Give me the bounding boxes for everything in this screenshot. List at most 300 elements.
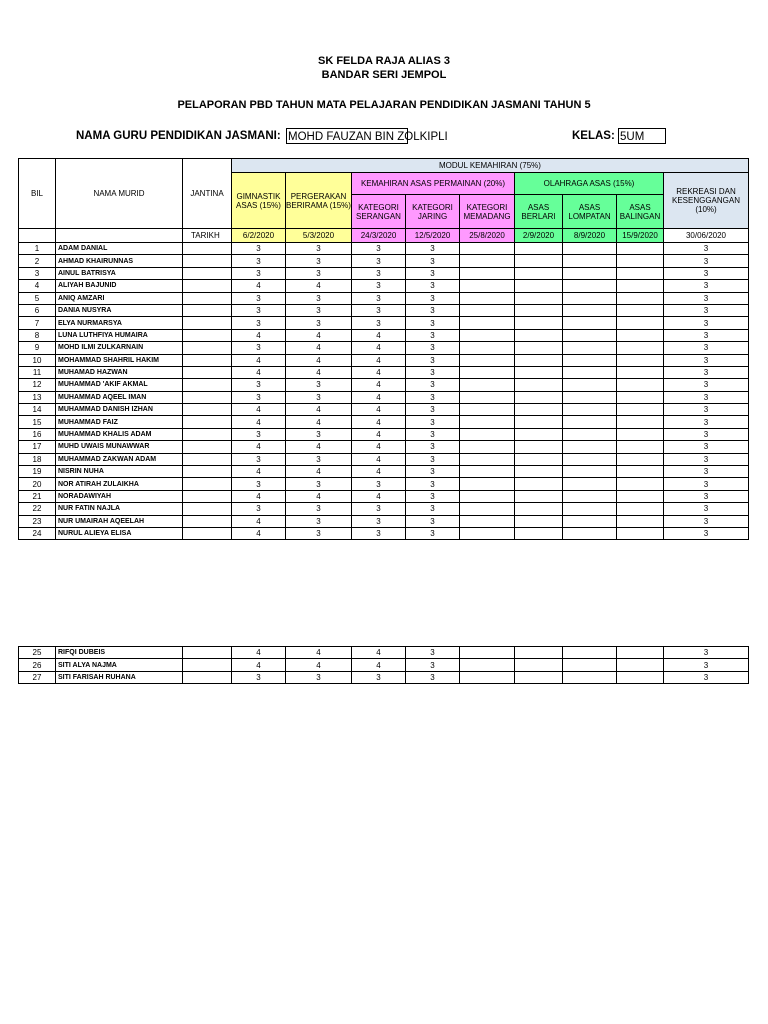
- score-cell: [617, 391, 664, 403]
- score-cell: 4: [352, 490, 406, 502]
- date-cell: 6/2/2020: [232, 229, 286, 243]
- score-cell: [460, 379, 515, 391]
- score-cell: 3: [352, 292, 406, 304]
- bil-cell: 1: [19, 243, 56, 255]
- score-cell: 3: [664, 304, 749, 316]
- score-cell: [563, 379, 617, 391]
- bil-cell: 21: [19, 490, 56, 502]
- score-cell: 3: [664, 671, 749, 683]
- jantina-header: JANTINA: [183, 159, 232, 229]
- score-cell: [563, 354, 617, 366]
- score-cell: [563, 243, 617, 255]
- score-cell: [460, 304, 515, 316]
- score-cell: [515, 391, 563, 403]
- score-cell: [563, 329, 617, 341]
- score-cell: 3: [232, 478, 286, 490]
- bil-cell: 4: [19, 280, 56, 292]
- score-cell: 3: [406, 428, 460, 440]
- score-cell: 4: [352, 342, 406, 354]
- score-cell: [617, 354, 664, 366]
- student-row: [19, 478, 749, 490]
- jantina-cell: [183, 292, 232, 304]
- score-cell: 4: [232, 354, 286, 366]
- student-name-cell: SITI ALYA NAJMA: [56, 659, 183, 671]
- teacher-name-field[interactable]: MOHD FAUZAN BIN ZOLKIPLI: [286, 128, 408, 144]
- student-row: [19, 503, 749, 515]
- score-cell: [617, 416, 664, 428]
- score-cell: 3: [406, 267, 460, 279]
- score-cell: 3: [664, 503, 749, 515]
- score-cell: [617, 317, 664, 329]
- score-cell: 3: [664, 490, 749, 502]
- kemahiran-permainan-header: KEMAHIRAN ASAS PERMAINAN (20%): [352, 173, 515, 195]
- score-cell: 3: [664, 243, 749, 255]
- pergerakan-header: PERGERAKAN BERIRAMA (15%): [286, 173, 352, 229]
- score-cell: 4: [286, 354, 352, 366]
- score-cell: 3: [286, 527, 352, 539]
- student-name-cell: SITI FARISAH RUHANA: [56, 671, 183, 683]
- score-cell: 3: [232, 391, 286, 403]
- student-row: [19, 441, 749, 453]
- score-cell: 3: [664, 366, 749, 378]
- student-name-cell: NOR ATIRAH ZULAIKHA: [56, 478, 183, 490]
- tarikh-row: [19, 229, 749, 243]
- student-row: [19, 292, 749, 304]
- score-cell: 4: [286, 416, 352, 428]
- score-cell: 3: [352, 255, 406, 267]
- score-cell: 3: [406, 280, 460, 292]
- score-cell: [515, 243, 563, 255]
- score-cell: 3: [664, 379, 749, 391]
- student-name-cell: LUNA LUTHFIYA HUMAIRA: [56, 329, 183, 341]
- score-cell: 3: [664, 267, 749, 279]
- score-cell: 4: [232, 647, 286, 659]
- score-cell: 3: [664, 317, 749, 329]
- bil-cell: 15: [19, 416, 56, 428]
- score-cell: [563, 527, 617, 539]
- score-cell: [460, 267, 515, 279]
- score-cell: [563, 317, 617, 329]
- score-cell: 3: [286, 515, 352, 527]
- jantina-cell: [183, 503, 232, 515]
- score-cell: [515, 515, 563, 527]
- score-cell: [563, 441, 617, 453]
- score-cell: 4: [352, 428, 406, 440]
- score-cell: 4: [232, 280, 286, 292]
- score-cell: 3: [664, 659, 749, 671]
- student-row: [19, 466, 749, 478]
- score-cell: [563, 503, 617, 515]
- score-cell: [460, 515, 515, 527]
- score-cell: [563, 404, 617, 416]
- score-cell: 3: [406, 659, 460, 671]
- score-cell: [563, 280, 617, 292]
- score-cell: 3: [406, 416, 460, 428]
- kat-serangan-header: KATEGORI SERANGAN: [352, 195, 406, 229]
- score-cell: [515, 404, 563, 416]
- student-row: [19, 267, 749, 279]
- bil-cell: 14: [19, 404, 56, 416]
- score-cell: 3: [352, 243, 406, 255]
- jantina-cell: [183, 391, 232, 403]
- score-cell: 3: [406, 478, 460, 490]
- score-cell: [617, 379, 664, 391]
- score-cell: [460, 453, 515, 465]
- student-row: [19, 366, 749, 378]
- score-cell: [617, 304, 664, 316]
- score-cell: 4: [286, 647, 352, 659]
- student-row: [19, 379, 749, 391]
- score-cell: 4: [286, 342, 352, 354]
- score-cell: 3: [664, 441, 749, 453]
- bil-cell: 27: [19, 671, 56, 683]
- kat-memadang-header: KATEGORI MEMADANG: [460, 195, 515, 229]
- jantina-cell: [183, 453, 232, 465]
- score-cell: [515, 354, 563, 366]
- bil-cell: 17: [19, 441, 56, 453]
- bil-cell: 10: [19, 354, 56, 366]
- score-cell: [617, 659, 664, 671]
- score-cell: 3: [664, 428, 749, 440]
- student-name-cell: MOHAMMAD SHAHRIL HAKIM: [56, 354, 183, 366]
- student-row: [19, 416, 749, 428]
- rekreasi-header: REKREASI DAN KESENGGANGAN (10%): [664, 173, 749, 229]
- score-cell: 3: [286, 453, 352, 465]
- score-cell: 3: [352, 527, 406, 539]
- score-cell: 4: [232, 441, 286, 453]
- score-cell: [515, 466, 563, 478]
- score-cell: 3: [352, 671, 406, 683]
- score-cell: 4: [286, 490, 352, 502]
- score-cell: 3: [406, 304, 460, 316]
- score-cell: [460, 490, 515, 502]
- score-cell: 3: [286, 304, 352, 316]
- date-cell: 15/9/2020: [617, 229, 664, 243]
- score-cell: 3: [664, 342, 749, 354]
- score-cell: 3: [232, 317, 286, 329]
- student-name-cell: MUHAMMAD AQEEL IMAN: [56, 391, 183, 403]
- score-cell: [515, 366, 563, 378]
- student-row: [19, 391, 749, 403]
- jantina-cell: [183, 379, 232, 391]
- score-cell: 3: [664, 478, 749, 490]
- score-cell: [617, 255, 664, 267]
- score-cell: [617, 280, 664, 292]
- score-cell: [515, 317, 563, 329]
- score-cell: 4: [352, 379, 406, 391]
- assessment-table-continued: [18, 646, 749, 684]
- score-cell: 3: [664, 527, 749, 539]
- score-cell: [460, 671, 515, 683]
- score-cell: [617, 490, 664, 502]
- student-name-cell: NISRIN NUHA: [56, 466, 183, 478]
- score-cell: 3: [286, 671, 352, 683]
- student-row: [19, 304, 749, 316]
- score-cell: 3: [406, 404, 460, 416]
- score-cell: 4: [352, 466, 406, 478]
- score-cell: [460, 342, 515, 354]
- score-cell: 4: [352, 391, 406, 403]
- score-cell: 3: [406, 317, 460, 329]
- jantina-cell: [183, 342, 232, 354]
- date-cell: 30/06/2020: [664, 229, 749, 243]
- score-cell: 3: [352, 503, 406, 515]
- score-cell: [515, 416, 563, 428]
- score-cell: 3: [664, 416, 749, 428]
- score-cell: 3: [286, 292, 352, 304]
- student-name-cell: MUHAMMAD KHALIS ADAM: [56, 428, 183, 440]
- score-cell: 3: [286, 243, 352, 255]
- student-row: [19, 243, 749, 255]
- bil-cell: 20: [19, 478, 56, 490]
- score-cell: 3: [286, 428, 352, 440]
- jantina-cell: [183, 329, 232, 341]
- student-row: [19, 527, 749, 539]
- score-cell: 4: [352, 329, 406, 341]
- score-cell: [460, 404, 515, 416]
- score-cell: 3: [232, 379, 286, 391]
- score-cell: 3: [232, 304, 286, 316]
- score-cell: 4: [286, 466, 352, 478]
- score-cell: [515, 490, 563, 502]
- bil-cell: 22: [19, 503, 56, 515]
- score-cell: 3: [286, 255, 352, 267]
- score-cell: [460, 527, 515, 539]
- score-cell: 4: [286, 329, 352, 341]
- score-cell: 3: [406, 243, 460, 255]
- score-cell: [460, 441, 515, 453]
- kat-jaring-header: KATEGORI JARING: [406, 195, 460, 229]
- score-cell: 3: [352, 515, 406, 527]
- student-name-cell: ELYA NURMARSYA: [56, 317, 183, 329]
- score-cell: [563, 647, 617, 659]
- score-cell: 3: [406, 292, 460, 304]
- score-cell: [617, 441, 664, 453]
- score-cell: [460, 329, 515, 341]
- class-field[interactable]: 5UM: [618, 128, 666, 144]
- jantina-cell: [183, 659, 232, 671]
- bil-cell: 26: [19, 659, 56, 671]
- bil-header: BIL: [19, 159, 56, 229]
- score-cell: 4: [286, 659, 352, 671]
- bil-cell: 25: [19, 647, 56, 659]
- bil-cell: 6: [19, 304, 56, 316]
- student-name-cell: MUHAMMAD 'AKIF AKMAL: [56, 379, 183, 391]
- jantina-cell: [183, 267, 232, 279]
- score-cell: 3: [406, 354, 460, 366]
- score-cell: [460, 243, 515, 255]
- score-cell: [515, 267, 563, 279]
- nama-header: NAMA MURID: [56, 159, 183, 229]
- student-row: [19, 404, 749, 416]
- score-cell: [617, 243, 664, 255]
- score-cell: [563, 428, 617, 440]
- bil-cell: 24: [19, 527, 56, 539]
- jantina-cell: [183, 515, 232, 527]
- modul-header: MODUL KEMAHIRAN (75%): [232, 159, 749, 173]
- score-cell: [617, 342, 664, 354]
- score-cell: 3: [664, 466, 749, 478]
- bil-cell: 18: [19, 453, 56, 465]
- score-cell: 3: [286, 379, 352, 391]
- student-row: [19, 317, 749, 329]
- jantina-cell: [183, 366, 232, 378]
- score-cell: [515, 659, 563, 671]
- score-cell: 4: [232, 515, 286, 527]
- score-cell: [563, 490, 617, 502]
- student-name-cell: MUHAMMAD FAIZ: [56, 416, 183, 428]
- score-cell: 3: [664, 280, 749, 292]
- score-cell: 3: [664, 453, 749, 465]
- jantina-cell: [183, 280, 232, 292]
- score-cell: 4: [232, 659, 286, 671]
- score-cell: 3: [286, 503, 352, 515]
- score-cell: 3: [406, 366, 460, 378]
- student-name-cell: MUHAMMAD DANISH IZHAN: [56, 404, 183, 416]
- score-cell: [617, 478, 664, 490]
- tarikh-label: TARIKH: [183, 229, 232, 243]
- bil-cell: 12: [19, 379, 56, 391]
- score-cell: 4: [286, 366, 352, 378]
- score-cell: [515, 441, 563, 453]
- score-cell: [460, 292, 515, 304]
- score-cell: 3: [286, 317, 352, 329]
- score-cell: [617, 428, 664, 440]
- score-cell: 3: [664, 647, 749, 659]
- score-cell: 4: [352, 354, 406, 366]
- student-row: [19, 255, 749, 267]
- score-cell: 3: [352, 478, 406, 490]
- student-row: [19, 671, 749, 683]
- score-cell: 3: [352, 317, 406, 329]
- score-cell: [617, 466, 664, 478]
- score-cell: [563, 453, 617, 465]
- jantina-cell: [183, 243, 232, 255]
- score-cell: 4: [352, 647, 406, 659]
- score-cell: 3: [232, 255, 286, 267]
- date-cell: 8/9/2020: [563, 229, 617, 243]
- score-cell: 3: [286, 478, 352, 490]
- student-name-cell: MUHAMMAD ZAKWAN ADAM: [56, 453, 183, 465]
- score-cell: 3: [352, 304, 406, 316]
- score-cell: 4: [232, 329, 286, 341]
- score-cell: [515, 342, 563, 354]
- score-cell: [515, 503, 563, 515]
- score-cell: [460, 366, 515, 378]
- score-cell: 4: [286, 280, 352, 292]
- date-cell: 12/5/2020: [406, 229, 460, 243]
- score-cell: [563, 659, 617, 671]
- jantina-cell: [183, 671, 232, 683]
- score-cell: 3: [406, 391, 460, 403]
- score-cell: 3: [352, 280, 406, 292]
- score-cell: [617, 453, 664, 465]
- score-cell: 3: [406, 503, 460, 515]
- school-name: SK FELDA RAJA ALIAS 3: [317, 55, 450, 67]
- score-cell: 3: [232, 342, 286, 354]
- score-cell: [563, 366, 617, 378]
- score-cell: [515, 671, 563, 683]
- bil-cell: 2: [19, 255, 56, 267]
- score-cell: [563, 391, 617, 403]
- score-cell: 4: [352, 416, 406, 428]
- student-name-cell: MUHAMAD HAZWAN: [56, 366, 183, 378]
- student-name-cell: NUR UMAIRAH AQEELAH: [56, 515, 183, 527]
- jantina-cell: [183, 478, 232, 490]
- score-cell: [460, 391, 515, 403]
- bil-cell: 11: [19, 366, 56, 378]
- score-cell: 3: [406, 515, 460, 527]
- jantina-cell: [183, 428, 232, 440]
- score-cell: [563, 342, 617, 354]
- student-name-cell: AHMAD KHAIRUNNAS: [56, 255, 183, 267]
- score-cell: 3: [664, 404, 749, 416]
- score-cell: 4: [352, 366, 406, 378]
- bil-cell: 3: [19, 267, 56, 279]
- score-cell: [515, 379, 563, 391]
- jantina-cell: [183, 466, 232, 478]
- score-cell: 4: [352, 659, 406, 671]
- date-cell: 5/3/2020: [286, 229, 352, 243]
- score-cell: [460, 503, 515, 515]
- student-row: [19, 515, 749, 527]
- score-cell: [460, 255, 515, 267]
- olahraga-header: OLAHRAGA ASAS (15%): [515, 173, 664, 195]
- score-cell: [515, 292, 563, 304]
- date-cell: 2/9/2020: [515, 229, 563, 243]
- score-cell: [460, 659, 515, 671]
- jantina-cell: [183, 441, 232, 453]
- score-cell: [563, 267, 617, 279]
- score-cell: 3: [232, 503, 286, 515]
- score-cell: 3: [286, 391, 352, 403]
- jantina-cell: [183, 317, 232, 329]
- bil-cell: 13: [19, 391, 56, 403]
- jantina-cell: [183, 354, 232, 366]
- score-cell: [515, 478, 563, 490]
- score-cell: 3: [232, 292, 286, 304]
- score-cell: 3: [406, 453, 460, 465]
- score-cell: 3: [406, 490, 460, 502]
- score-cell: 3: [232, 243, 286, 255]
- score-cell: [563, 304, 617, 316]
- student-name-cell: NUR FATIN NAJLA: [56, 503, 183, 515]
- score-cell: 4: [286, 441, 352, 453]
- score-cell: [563, 515, 617, 527]
- score-cell: 3: [232, 428, 286, 440]
- jantina-cell: [183, 255, 232, 267]
- score-cell: [460, 428, 515, 440]
- student-name-cell: AINUL BATRISYA: [56, 267, 183, 279]
- score-cell: [617, 515, 664, 527]
- student-row: [19, 647, 749, 659]
- score-cell: [515, 280, 563, 292]
- score-cell: 4: [232, 404, 286, 416]
- student-row: [19, 280, 749, 292]
- score-cell: [515, 647, 563, 659]
- score-cell: 4: [232, 466, 286, 478]
- student-row: [19, 428, 749, 440]
- gimnastik-header: GIMNASTIK ASAS (15%): [232, 173, 286, 229]
- score-cell: 3: [406, 647, 460, 659]
- score-cell: 3: [406, 671, 460, 683]
- score-cell: [563, 478, 617, 490]
- score-cell: [617, 329, 664, 341]
- score-cell: [460, 416, 515, 428]
- score-cell: [617, 292, 664, 304]
- score-cell: [617, 647, 664, 659]
- score-cell: [617, 527, 664, 539]
